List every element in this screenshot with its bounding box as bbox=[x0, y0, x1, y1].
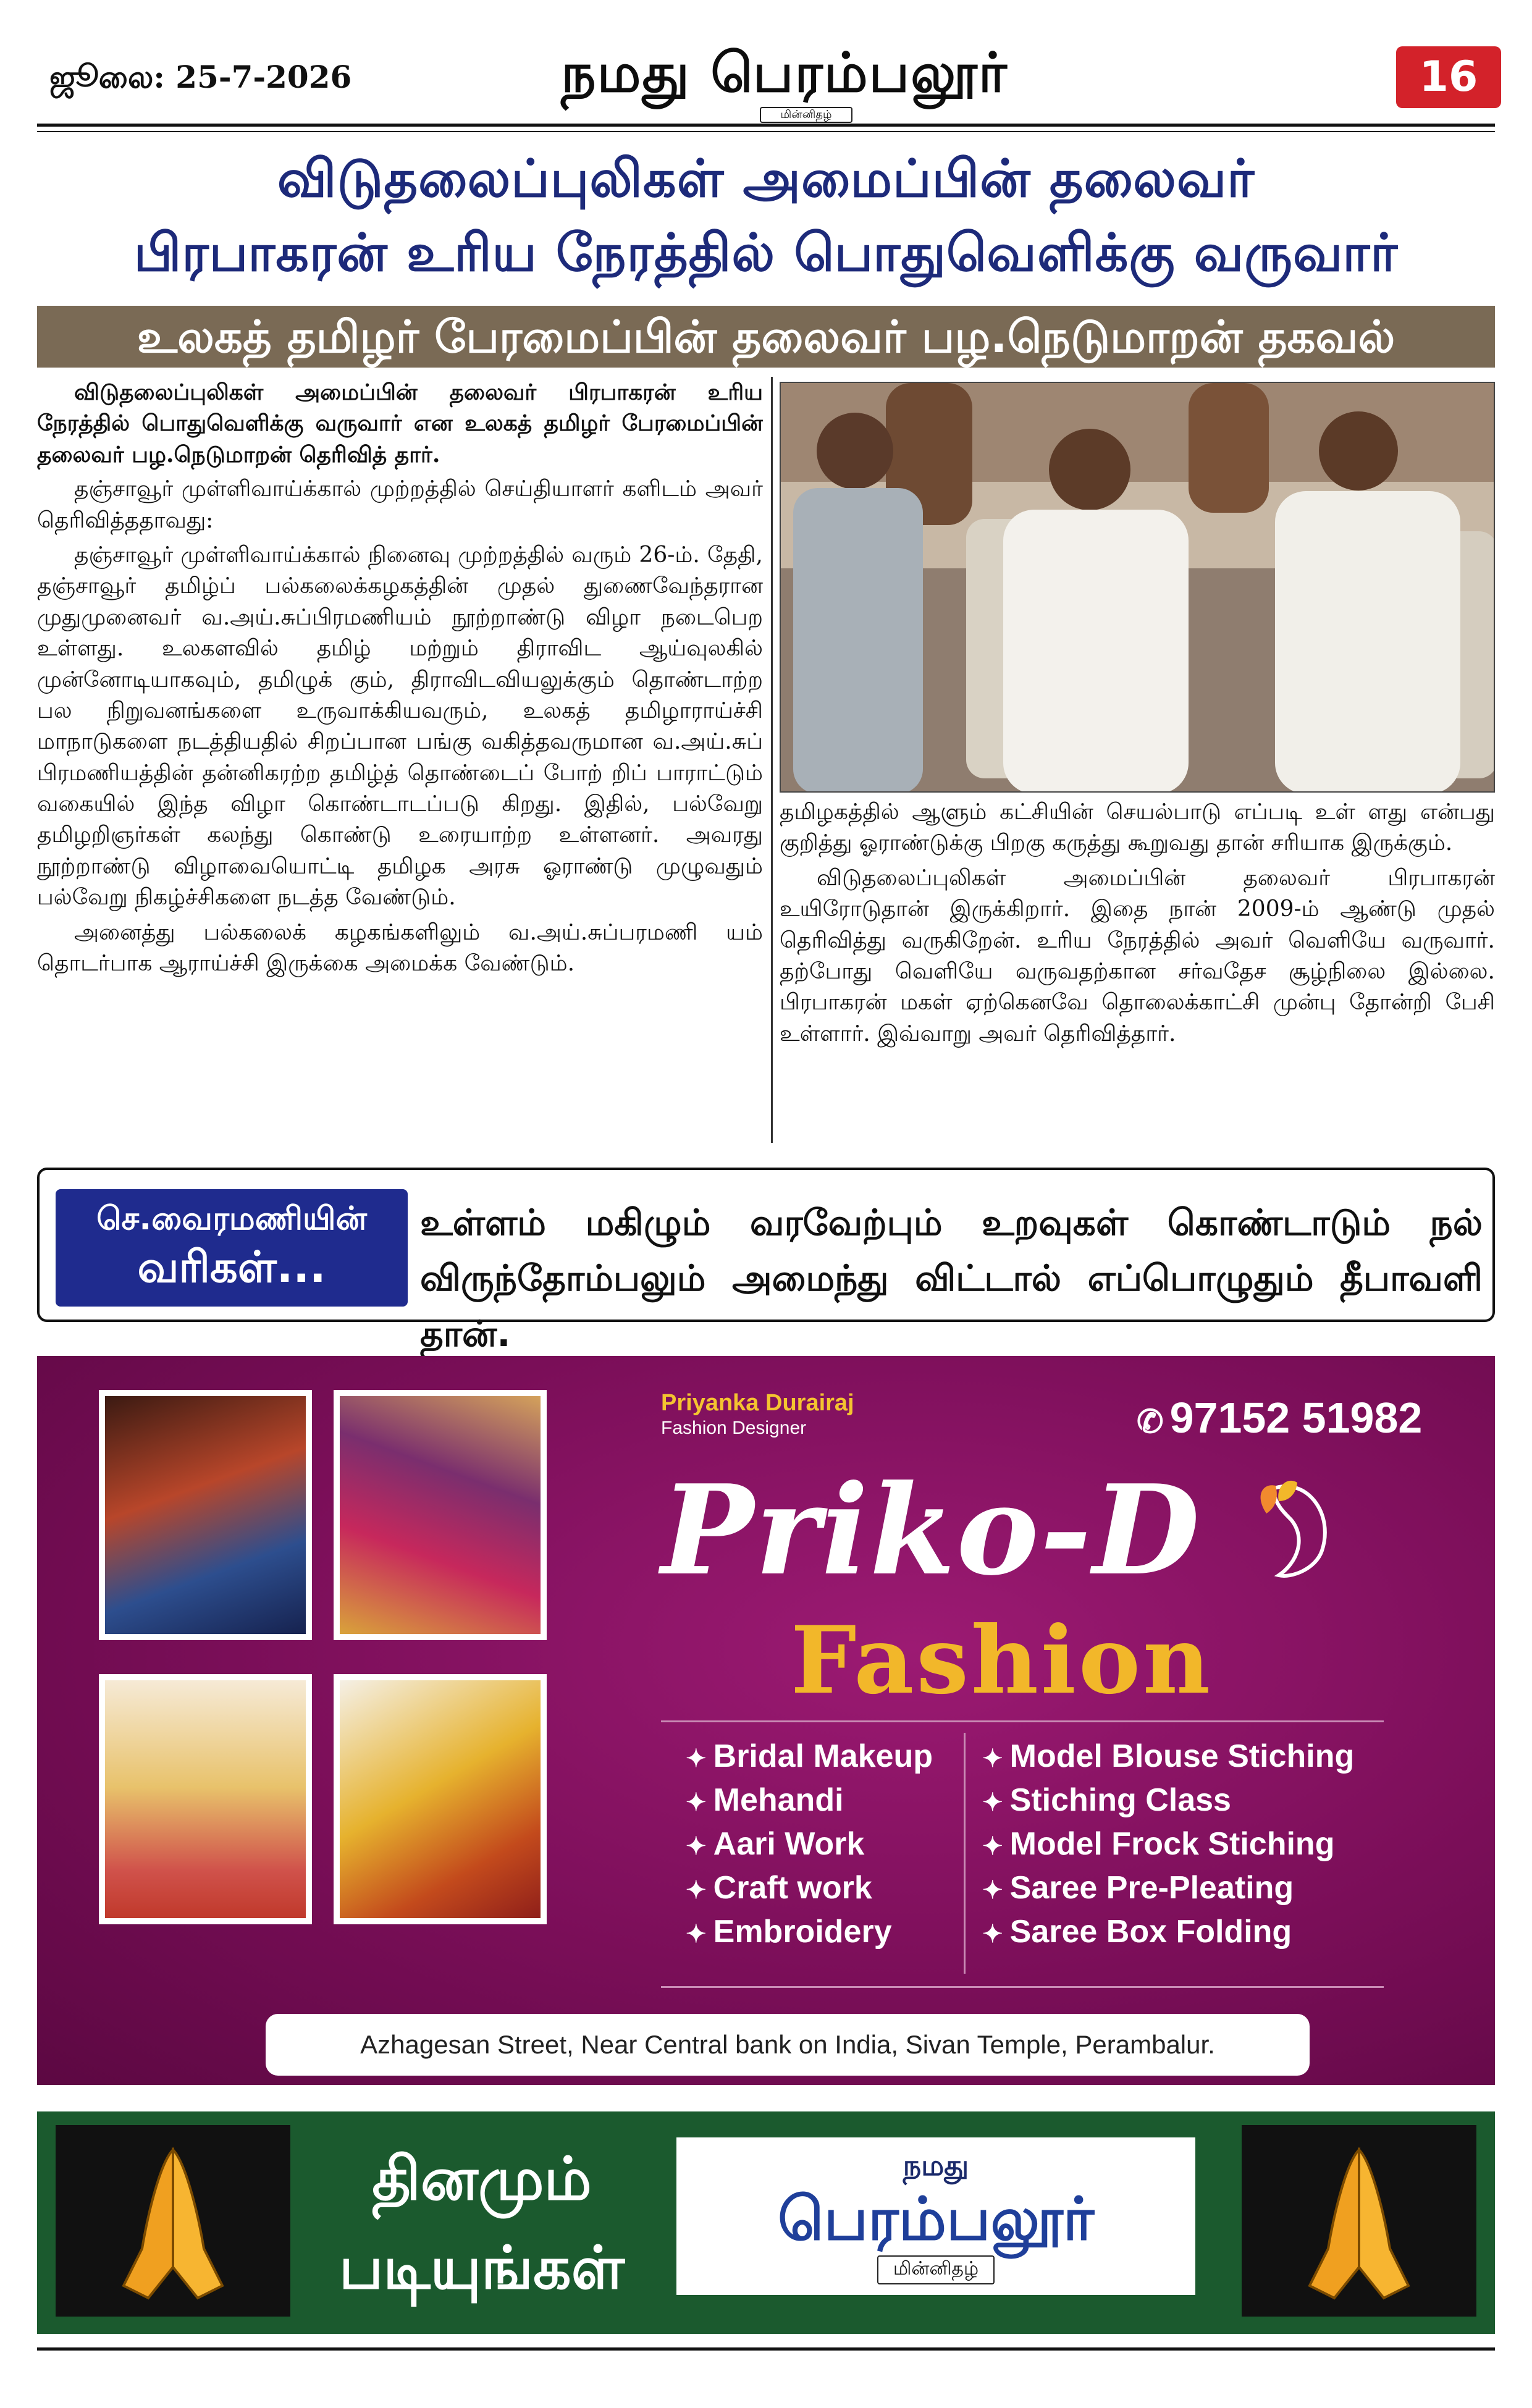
quote-text: உள்ளம் மகிழும் வரவேற்பும் உறவுகள் கொண்டாடும் நல் விருந்தோம்பலும் அமைந்து விட்டால் எப்பொழுதும் தீபாவளி தான். bbox=[420, 1202, 1483, 1355]
service-item: ✦ Saree Pre-Pleating bbox=[982, 1867, 1354, 1911]
service-item: ✦ Bridal Makeup bbox=[686, 1736, 933, 1780]
ad-photo-saree-folding bbox=[334, 1674, 547, 1924]
quote-author-tag bbox=[56, 1189, 408, 1307]
quote-author-name: செ.வைரமணியின் bbox=[96, 1200, 367, 1237]
news-photo bbox=[780, 382, 1495, 793]
headline-line-1: விடுதலைப்புலிகள் அமைப்பின் தலைவர் bbox=[277, 148, 1255, 209]
masthead-rule bbox=[37, 124, 1495, 127]
masthead bbox=[37, 34, 1495, 127]
article-left-column bbox=[37, 377, 763, 1143]
ad-photo-bridal-sleeve bbox=[334, 1390, 547, 1640]
services-list-right bbox=[982, 1736, 1354, 1955]
page-bottom-rule bbox=[37, 2347, 1495, 2351]
ad-photo-girl-frock bbox=[99, 1674, 312, 1924]
woman-silhouette-logo-icon bbox=[1248, 1476, 1340, 1581]
praying-hands-graphic bbox=[56, 2125, 290, 2317]
article-paragraph: தஞ்சாவூர் முள்ளிவாய்க்கால் நினைவு முற்றத்தில் வரும் 26-ம். தேதி, தஞ்சாவூர் தமிழ்ப் பல்கலைக்கழகத்தின் முதல் துணைவேந்தரான முதுமுனைவர் வ.அய்.சுப்பிரமணியம் நூற்றாண்டு விழா நடைபெற உள்ளது. உலகளவில் தமிழ் மற்றும் திராவிட ஆய்வுலகில் முன்னோடியாகவும், தமிழுக் கும், திராவிடவியலுக்கும் தொண்டாற்ற பல நிறுவனங்களை உருவாக்கியவரும், உலகத் தமிழாராய்ச்சி மாநாடுகளை நடத்தியதில் சிறப்பான பங்கு வகித்தவருமான வ.அய்.சுப் பிரமணியத்தின் தன்னிகரற்ற தமிழ்த் தொண்டைப் போற் றிப் பாராட்டும் வகையில் இந்த விழா கொண்டாடப்படு கிறது. இதில், பல்வேறு தமிழறிஞர்கள் கலந்து கொண்டு உரையாற்ற உள்ளனர். அவரது நூற்றாண்டு விழாவையொட்டி தமிழக அரசு ஓராண்டு முழுவதும் பல்வேறு நிகழ்ச்சிகளை நடத்த வேண்டும். bbox=[37, 542, 763, 911]
newspaper-subtitle: மின்னிதழ் bbox=[760, 107, 852, 123]
ad-phone-text: 97152 51982 bbox=[1169, 1394, 1423, 1442]
service-item: ✦ Saree Box Folding bbox=[982, 1911, 1354, 1955]
logo-line-1: நமது bbox=[903, 2149, 969, 2182]
service-item: ✦ Mehandi bbox=[686, 1780, 933, 1824]
read-daily-line-1: தினமும் bbox=[372, 2144, 592, 2213]
praying-hands-graphic bbox=[1242, 2125, 1476, 2317]
services-rule-bottom bbox=[661, 1986, 1384, 1988]
ad-brand-subtitle: Fashion bbox=[791, 1606, 1213, 1715]
services-divider bbox=[964, 1733, 966, 1974]
newspaper-title: நமது பெரம்பலூர் bbox=[561, 40, 1008, 104]
service-item: ✦ Stiching Class bbox=[982, 1780, 1354, 1824]
ad-designer-name: Priyanka Durairaj bbox=[661, 1390, 854, 1416]
column-divider bbox=[771, 377, 773, 1143]
logo-line-2: பெரம்பலூர் bbox=[777, 2184, 1095, 2254]
read-daily-text bbox=[303, 2134, 661, 2312]
phone-icon: ✆ bbox=[1137, 1404, 1164, 1440]
headline-line-2: பிரபாகரன் உரிய நேரத்தில் பொதுவெளிக்கு வருவார் bbox=[133, 222, 1399, 283]
praying-hands-icon bbox=[1242, 2125, 1476, 2317]
fashion-advertisement bbox=[37, 1356, 1495, 2085]
news-photo-illustration bbox=[781, 383, 1495, 793]
ad-phone-number bbox=[1137, 1393, 1422, 1442]
services-list-left bbox=[686, 1736, 933, 1955]
ad-address: Azhagesan Street, Near Central bank on India, Sivan Temple, Perambalur. bbox=[266, 2014, 1310, 2076]
article-paragraph: விடுதலைப்புலிகள் அமைப்பின் தலைவர் பிரபாகரன் உயிரோடுதான் இருக்கிறார். இதை நான் 2009-ம் ஆண்டு முதல் தெரிவித்து வருகிறேன். உரிய நேரத்தில் அவர் வெளியே வருவார். தற்போது வெளியே வருவதற்கான சர்வதேச சூழ்நிலை இல்லை. பிரபாகரன் மகள் ஏற்கெனவே தொலைக்காட்சி முன்பு தோன்றி பேசி உள்ளார். இவ்வாறு அவர் தெரிவித்தார். bbox=[780, 865, 1495, 1046]
article-paragraph: விடுதலைப்புலிகள் அமைப்பின் தலைவர் பிரபாகரன் உரிய நேரத்தில் பொதுவெளிக்கு வருவார் என உலகத் தமிழர் பேரமைப்பின் தலைவர் பழ.நெடுமாறன் தெரிவித் தார். bbox=[37, 379, 763, 468]
ad-designer-role: Fashion Designer bbox=[661, 1418, 807, 1438]
article-paragraph: தஞ்சாவூர் முள்ளிவாய்க்கால் முற்றத்தில் செய்தியாளர் களிடம் அவர் தெரிவித்ததாவது: bbox=[37, 476, 763, 533]
read-daily-line-2: படியுங்கள் bbox=[339, 2233, 625, 2302]
services-rule-top bbox=[661, 1720, 1384, 1722]
issue-date: ஜூலை: 25-7-2026 bbox=[49, 59, 352, 95]
quote-author-label: வரிகள்... bbox=[137, 1242, 326, 1292]
subheadline-banner: உலகத் தமிழர் பேரமைப்பின் தலைவர் பழ.நெடுமாறன் தகவல் bbox=[37, 306, 1495, 368]
service-item: ✦ Model Frock Stiching bbox=[982, 1824, 1354, 1867]
article-right-column bbox=[780, 797, 1495, 1143]
article-paragraph: அனைத்து பல்கலைக் கழகங்களிலும் வ.அய்.சுப்பரமணி யம் தொடர்பாக ஆராய்ச்சி இருக்கை அமைக்க வேண்டும். bbox=[37, 919, 763, 977]
service-item: ✦ Embroidery bbox=[686, 1911, 933, 1955]
service-item: ✦ Model Blouse Stiching bbox=[982, 1736, 1354, 1780]
service-item: ✦ Aari Work bbox=[686, 1824, 933, 1867]
praying-hands-icon bbox=[56, 2125, 290, 2317]
page-number-badge: 16 bbox=[1396, 46, 1501, 108]
newspaper-logo bbox=[676, 2137, 1195, 2295]
article-paragraph: தமிழகத்தில் ஆளும் கட்சியின் செயல்பாடு எப்படி உள் ளது என்பது குறித்து ஓராண்டுக்கு பிறகு கருத்து கூறுவது தான் சரியாக இருக்கும். bbox=[780, 799, 1495, 856]
service-item: ✦ Craft work bbox=[686, 1867, 933, 1911]
ad-brand-name: Priko-D bbox=[661, 1458, 1202, 1603]
ad-photo-blouse-back bbox=[99, 1390, 312, 1640]
logo-line-3: மின்னிதழ் bbox=[877, 2255, 995, 2284]
masthead-rule-thin bbox=[37, 131, 1495, 132]
